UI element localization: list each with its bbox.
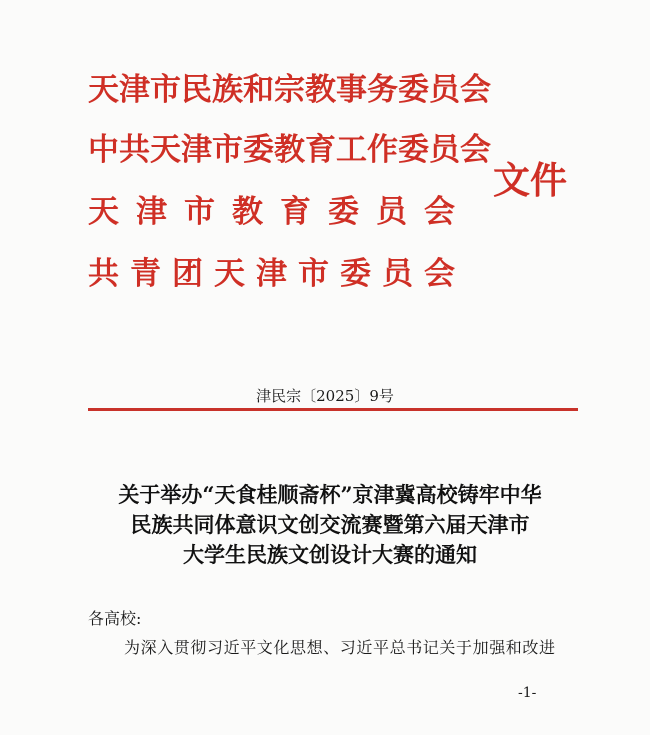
- issuer-name-3: 天津市教育委员会: [88, 194, 472, 230]
- document-number: 津民宗〔2025〕9号: [256, 387, 394, 405]
- notice-title: [70, 480, 590, 570]
- document-label: 文件: [493, 158, 567, 202]
- notice-title-line-2: 民族共同体意识文创交流赛暨第六届天津市: [130, 512, 530, 537]
- issuer-name-2: 中共天津市委教育工作委员会: [88, 132, 491, 168]
- page-number: -1-: [518, 685, 537, 701]
- red-divider-line: [88, 408, 578, 411]
- issuer-name-4: 共青团天津市委员会: [88, 256, 466, 292]
- notice-title-line-3: 大学生民族文创设计大赛的通知: [183, 542, 477, 567]
- salutation: 各高校:: [88, 609, 142, 628]
- issuer-name-1: 天津市民族和宗教事务委员会: [88, 72, 491, 108]
- body-paragraph-first-line: 为深入贯彻习近平文化思想、习近平总书记关于加强和改进: [124, 638, 556, 657]
- notice-title-line-1: 关于举办“天食桂顺斋杯”京津冀高校铸牢中华: [118, 482, 542, 507]
